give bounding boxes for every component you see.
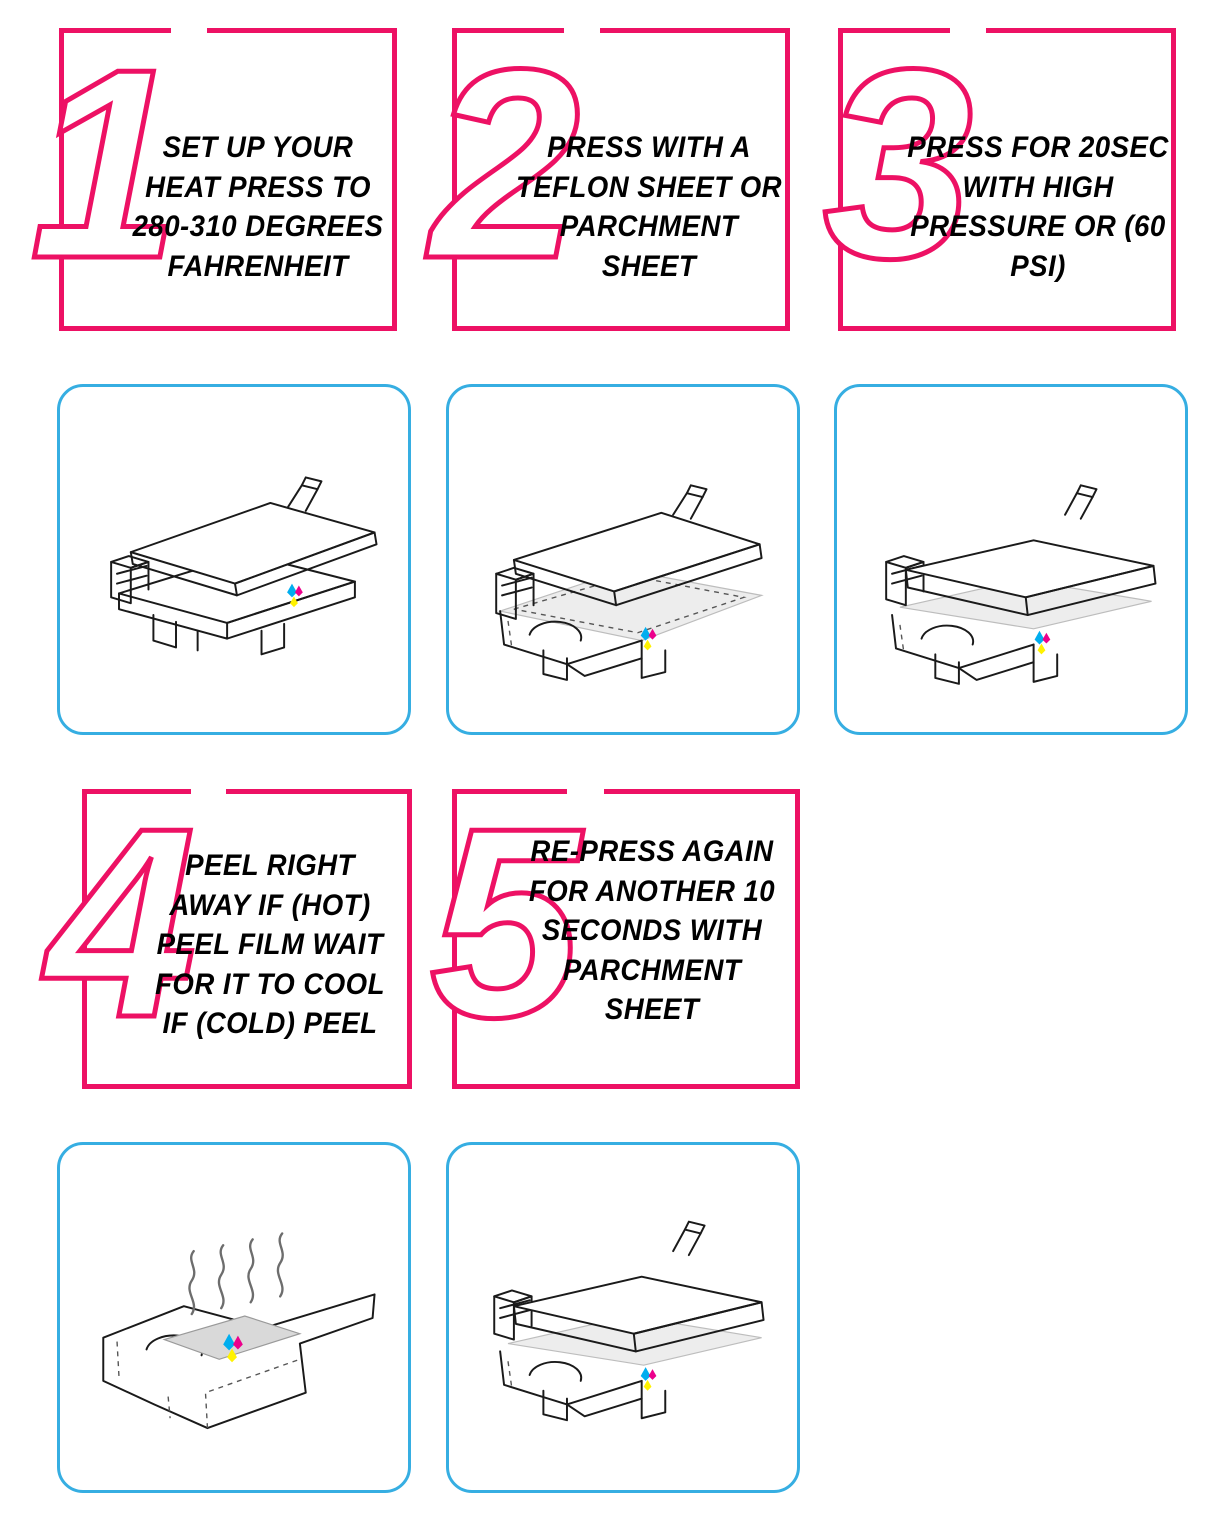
step-number-5: 5 bbox=[430, 773, 575, 1074]
step-card-1 bbox=[30, 14, 397, 331]
garment-peel-steam-icon bbox=[60, 1145, 408, 1490]
step-card-4 bbox=[46, 773, 412, 1089]
illustration-card-1 bbox=[57, 384, 411, 735]
step-number-1: 1 bbox=[30, 14, 175, 315]
step-text-1: SET UP YOUR HEAT PRESS TO 280-310 DEGREES FAHRENHEIT bbox=[132, 131, 384, 283]
step-text-5: RE-PRESS AGAIN FOR ANOTHER 10 SECONDS WITH PARCHMENT SHEET bbox=[528, 835, 776, 1027]
heat-press-with-sheet-icon bbox=[449, 387, 797, 732]
step-card-2 bbox=[430, 14, 790, 331]
illustration-card-2 bbox=[446, 384, 800, 735]
heat-press-closed-icon bbox=[837, 387, 1185, 732]
illustration-card-5 bbox=[446, 1142, 800, 1493]
step-card-3 bbox=[823, 14, 1176, 331]
step-number-4: 4 bbox=[46, 773, 191, 1074]
illustration-card-3 bbox=[834, 384, 1188, 735]
heat-press-repress-icon bbox=[449, 1145, 797, 1490]
step-text-2: PRESS WITH A TEFLON SHEET OR PARCHMENT SHEET bbox=[515, 131, 783, 283]
step-text-3: PRESS FOR 20SEC WITH HIGH PRESSURE OR (60 PSI) bbox=[907, 131, 1169, 283]
heat-press-open-icon bbox=[60, 387, 408, 732]
step-card-5 bbox=[430, 773, 800, 1089]
step-number-3: 3 bbox=[823, 14, 968, 315]
step-text-4: PEEL RIGHT AWAY IF (HOT) PEEL FILM WAIT FOR IT TO COOL IF (COLD) PEEL bbox=[155, 849, 385, 1041]
illustration-card-4 bbox=[57, 1142, 411, 1493]
step-number-2: 2 bbox=[430, 14, 575, 315]
